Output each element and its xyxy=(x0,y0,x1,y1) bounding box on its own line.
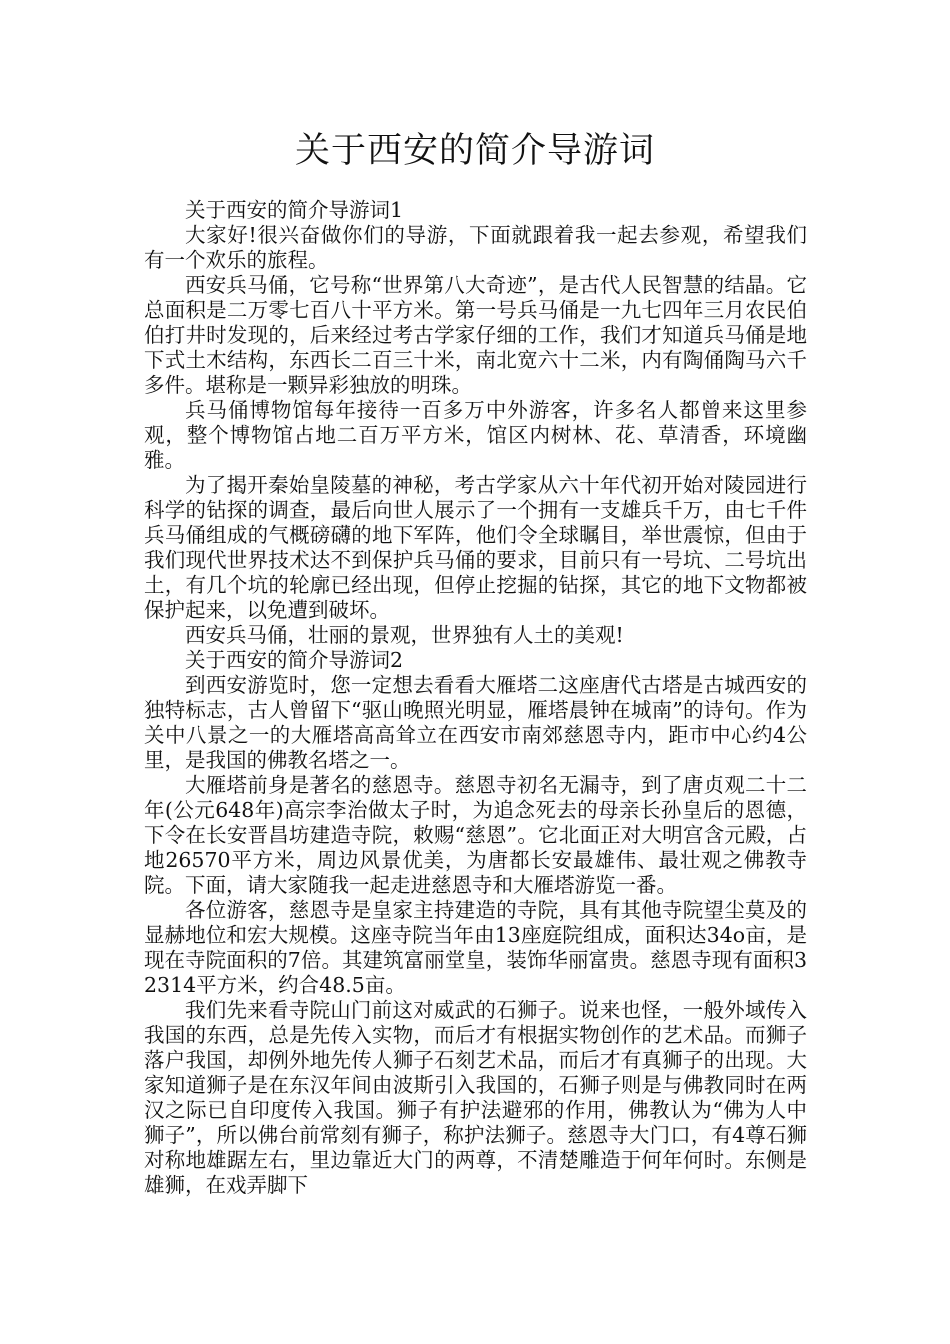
paragraph-heading-2: 关于西安的简介导游词2 xyxy=(185,648,404,672)
paragraph-cien-temple-scale: 各位游客，慈恩寺是皇家主持建造的寺院，具有其他寺院望尘莫及的显赫地位和宏大规模。这座寺院当年由13座庭院组成，面积达34o亩，是现在寺院面积的7倍。其建筑富丽堂皇，装饰华丽富贵。慈恩寺现有面积32314平方米，约合48.5亩。 xyxy=(144,898,807,997)
paragraph-greeting: 大家好!很兴奋做你们的导游，下面就跟着我一起去参观，希望我们有一个欢乐的旅程。 xyxy=(144,223,807,272)
paragraph-museum: 兵马俑博物馆每年接待一百多万中外游客，许多名人都曾来这里参观，整个博物馆占地二百万平方米，馆区内树林、花、草清香，环境幽雅。 xyxy=(144,398,807,472)
paragraph-heading-1: 关于西安的简介导游词1 xyxy=(185,198,404,222)
paragraph-stone-lions: 我们先来看寺院山门前这对威武的石狮子。说来也怪，一般外域传入我国的东西，总是先传入实物，而后才有根据实物创作的艺术品。而狮子落户我国，却例外地先传人狮子石刻艺术品，而后才有真狮子的出现。大家知道狮子是在东汉年间由波斯引入我国的，石狮子则是与佛教同时在两汉之际已自印度传入我国。狮子有护法避邪的作用，佛教认为“佛为人中狮子”，所以佛台前常刻有狮子，称护法狮子。慈恩寺大门口，有4尊石狮对称地雄踞左右，里边靠近大门的两尊，不清楚雕造于何年何时。东侧是雄狮，在戏弄脚下 xyxy=(144,998,807,1197)
paragraph-big-wild-goose-pagoda: 到西安游览时，您一定想去看看大雁塔二这座唐代古塔是古城西安的独特标志，古人曾留下“驱山晚照光明显，雁塔晨钟在城南”的诗句。作为关中八景之一的大雁塔高高耸立在西安市南郊慈恩寺内，距市中心约4公里，是我国的佛教名塔之一。 xyxy=(144,673,807,772)
document-title: 关于西安的简介导游词 xyxy=(294,131,655,171)
paragraph-closing-1: 西安兵马俑，壮丽的景观，世界独有人土的美观! xyxy=(185,623,624,647)
paragraph-excavation: 为了揭开秦始皇陵墓的神秘，考古学家从六十年代初开始对陵园进行科学的钻探的调查，最后向世人展示了一个拥有一支雄兵千万，由七千件兵马俑组成的气概磅礴的地下军阵，他们令全球瞩目，举世震惊，但由于我们现代世界技术达不到保护兵马俑的要求，目前只有一号坑、二号坑出土，有几个坑的轮廓已经出现，但停止挖掘的钻探，其它的地下文物都被保护起来，以免遭到破坏。 xyxy=(144,473,807,622)
paragraph-cien-temple-history: 大雁塔前身是著名的慈恩寺。慈恩寺初名无漏寺，到了唐贞观二十二年(公元648年)高宗李治做太子时，为追念死去的母亲长孙皇后的恩德，下令在长安晋昌坊建造寺院，敕赐“慈恩”。它北面正对大明宫含元殿，占地26570平方米，周边风景优美，为唐都长安最雄伟、最壮观之佛教寺院。下面，请大家随我一起走进慈恩寺和大雁塔游览一番。 xyxy=(144,773,807,897)
document-body xyxy=(144,198,807,1198)
paragraph-terracotta-intro: 西安兵马俑，它号称“世界第八大奇迹”，是古代人民智慧的结晶。它总面积是二万零七百八十平方米。第一号兵马俑是一九七四年三月农民伯伯打井时发现的，后来经过考古学家仔细的工作，我们才知道兵马俑是地下式土木结构，东西长二百三十米，南北宽六十二米，内有陶俑陶马六千多件。堪称是一颗异彩独放的明珠。 xyxy=(144,273,807,397)
